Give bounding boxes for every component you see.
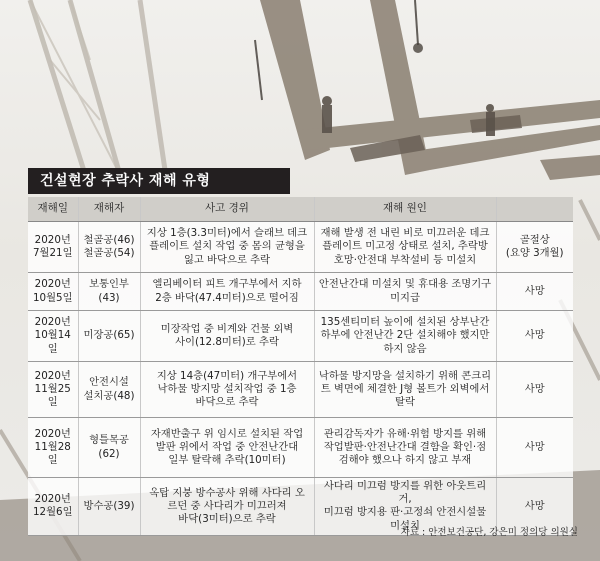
cell-victim: 안전시설 설치공(48) [78,362,140,418]
cell-victim: 철골공(46) 철골공(54) [78,222,140,273]
cell-circumstance: 엘리베이터 피트 개구부에서 지하 2층 바닥(47.4미터)으로 떨어짐 [140,273,314,311]
cell-victim: 형틀목공 (62) [78,418,140,478]
cell-circumstance: 지상 14층(47미터) 개구부에서 낙하물 방지망 설치작업 중 1층 바닥으로 추락 [140,362,314,418]
cell-result: 사망 [496,478,573,536]
cell-circumstance: 지상 1층(3.3미터)에서 슬래브 데크 플레이트 설치 작업 중 몸의 균형을 잃고 바닥으로 추락 [140,222,314,273]
table-row [28,418,573,478]
cell-victim: 미장공(65) [78,311,140,362]
cell-circumstance: 자재반출구 위 임시로 설치된 작업 발판 위에서 작업 중 안전난간대 일부 탈락해 추락(10미터) [140,418,314,478]
cell-circumstance: 옥탑 지붕 방수공사 위해 사다리 오 르던 중 사다리가 미끄러져 바닥(3미터)으로 추락 [140,478,314,536]
cell-victim: 보통인부 (43) [78,273,140,311]
cell-result: 사망 [496,362,573,418]
cell-date: 2020년 11월28일 [28,418,78,478]
header-cause: 재해 원인 [314,197,496,222]
cell-result: 사망 [496,273,573,311]
cell-cause: 사다리 미끄럼 방지를 위한 아웃트리거, 미끄럼 방지용 판·고정쇠 안전시설물 미설치 [314,478,496,536]
cell-cause: 낙하물 방지망을 설치하기 위해 콘크리 트 벽면에 체결한 J형 볼트가 외벽에서 탈락 [314,362,496,418]
table-row [28,362,573,418]
cell-victim: 방수공(39) [78,478,140,536]
header-circumstance: 사고 경위 [140,197,314,222]
table-header-row [28,197,573,222]
cell-cause: 관리감독자가 유해·위험 방지를 위해 작업발판·안전난간대 결함을 확인·점 검해야 했으나 하지 않고 부재 [314,418,496,478]
source-note: 자료 : 안전보건공단, 강은미 정의당 의원실 [400,527,578,538]
cell-circumstance: 미장작업 중 비계와 건물 외벽 사이(12.8미터)로 추락 [140,311,314,362]
table-row [28,273,573,311]
accident-table [28,197,573,536]
cell-cause: 재해 발생 전 내린 비로 미끄러운 데크 플레이트 미고정 상태로 설치, 추락방 호망·안전대 부착설비 등 미설치 [314,222,496,273]
header-victim: 재해자 [78,197,140,222]
table-title: 건설현장 추락사 재해 유형 [28,168,290,194]
header-date: 재해일 [28,197,78,222]
cell-cause: 135센티미터 높이에 설치된 상부난간 하부에 안전난간 2단 설치해야 했지만 하지 않음 [314,311,496,362]
cell-result: 골절상 (요양 3개월) [496,222,573,273]
cell-date: 2020년 10월5일 [28,273,78,311]
table-row [28,222,573,273]
cell-date: 2020년 11월25일 [28,362,78,418]
cell-date: 2020년 12월6일 [28,478,78,536]
cell-cause: 안전난간대 미설치 및 휴대용 조명기구 미지급 [314,273,496,311]
cell-result: 사망 [496,311,573,362]
table-row [28,311,573,362]
cell-date: 2020년 10월14일 [28,311,78,362]
cell-date: 2020년 7월21일 [28,222,78,273]
cell-result: 사망 [496,418,573,478]
header-result [496,197,573,222]
